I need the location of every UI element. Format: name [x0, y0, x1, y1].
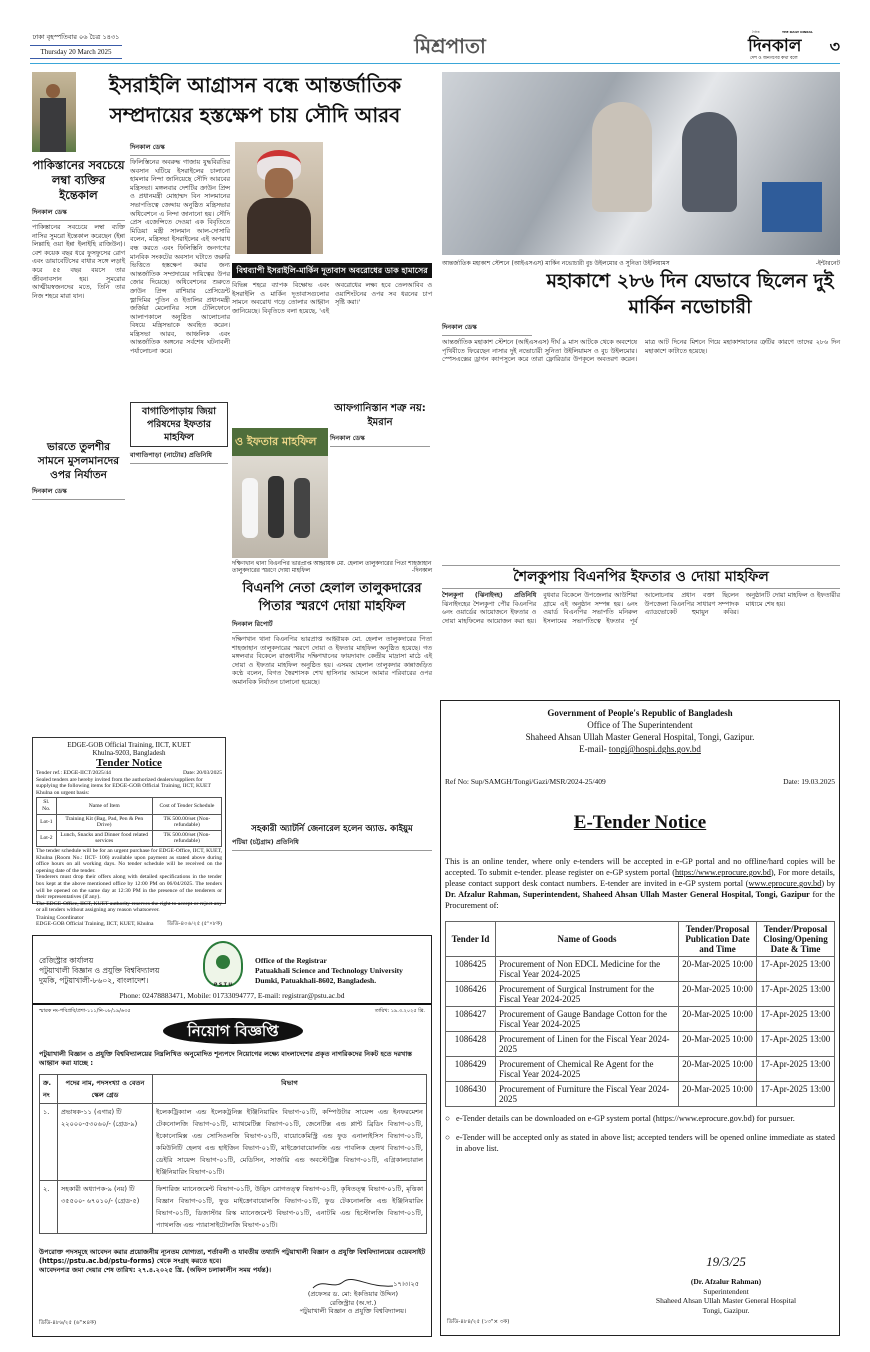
table-row	[446, 1057, 835, 1082]
astronauts-photo	[442, 72, 840, 255]
cell: Training Kit (Bag, Pad, Pen & Pen Drive)	[56, 814, 152, 830]
gov-ref: Ref No: Sup/SAMGH/Tongi/Gazi/MSR/2024-25/409	[445, 777, 606, 786]
lead-headline: ইসরাইলি আগ্রাসন বন্ধে আন্তর্জাতিক সম্প্রদায়ের হস্তক্ষেপ চায় সৌদি আরব	[108, 73, 402, 127]
cell: 20-Mar-2025 10:00	[679, 1032, 757, 1057]
pakistan-article	[32, 158, 125, 440]
helal-headline: বিএনপি নেতা হেলাল তালুকদারের পিতার স্মরণে দোয়া মাহফিল	[242, 581, 422, 614]
gov-line3: Shaheed Ahsan Ullah Master General Hospital, Tongi, Gazipur.	[525, 732, 755, 742]
kuet-date: Date: 20/03/2025	[183, 770, 222, 776]
cell: Lunch, Snacks and Dinner food related services	[56, 830, 152, 846]
col-item: Name of Item	[56, 798, 152, 814]
pstu-office-en: Office of the Registrar	[255, 956, 327, 965]
bullet-icon: ○	[445, 1133, 451, 1142]
cell: 17-Apr-2025 13:00	[757, 1057, 835, 1082]
col-tender-id: Tender Id	[446, 922, 496, 957]
col-publication: Tender/Proposal Publication Date and Time	[679, 922, 757, 957]
kuet-address: Khulna-9203, Bangladesh	[92, 749, 166, 757]
cell: 20-Mar-2025 10:00	[679, 957, 757, 982]
gov-intro	[445, 856, 835, 911]
gov-sig-title: Superintendent	[703, 1286, 749, 1296]
gov-signature-block	[641, 1254, 811, 1315]
helal-body: দক্ষিণখান থানা বিএনপির ভারপ্রাপ্ত আহ্বায়ক মো. হেলাল তালুকদারের পিতা শাহজাহান তালুকদারের স্মরণে দোয়া ও ইফতার মাহফিল অনুষ্ঠিত হয়েছে। গত মঙ্গলবার বিকেলে রাজধানীর দক্ষিণখানের ফায়দাবাদ কেন্দ্রীয় মাদ্রাসা মাঠে এই দোয়া ও ইফতার মাহফিল অনুষ্ঠিত হয়। এসময় হেলাল তালুকদার কান্নাজড়িত কণ্ঠে বলেন, বিগত স্বৈরশাসক শেখ হাসিনার আমলে আমার পরিবারের ওপর অমানবিক নির্যাতন চালানো হয়েছে।	[232, 636, 432, 686]
cell: 20-Mar-2025 10:00	[679, 982, 757, 1007]
helal-article	[232, 580, 432, 822]
logo-tagline: দেশ ও জনগণের কথা বলে	[750, 56, 798, 61]
afghanistan-headline: আফগানিস্তান শত্রু নয়: ইমরান	[334, 403, 426, 428]
cell: 1086425	[446, 957, 496, 982]
gov-note: e-Tender will be accepted only as stated in above list; accepted tenders will be opened online immediate as stated in above list.	[456, 1133, 835, 1153]
cell: ইলেকট্রিক্যাল এন্ড ইলেকট্রনিক্স ইঞ্জিনিয়ারিং বিভাগ-০১টি, কম্পিউটার সায়েন্স এন্ড ইনফরমেশন টেকনোলজি বিভাগ-০১টি, ম্যাথমেটিক্স বিভাগ-০১টি, জেনেটিক্স এন্ড প্লান্ট ব্রিডিং বিভাগ-০১টি, ইকোনোমিক্স এন্ড সোসিওলজি বিভাগ-০১টি, বায়োকেমিস্ট্রি এন্ড ফুড এনালাইসিস বিভাগ-০১টি, কমিউনিটি হেলথ এন্ড হাইজিন বিভাগ-০১টি, মাইক্রোবায়োলজি এন্ড পাবলিক হেলথ বিভাগ-০১টি, ডেইরি সায়েন্স বিভাগ-০১টি, মেডিসিন, সার্জারি এন্ড অবস্টেট্রিক্স বিভাগ-০১টি, এগ্রিকালচারাল ইঞ্জিনিয়ারিং বিভাগ-০১টি।	[153, 1104, 427, 1181]
gov-note: e-Tender details can be downloaded on e-GP system portal (https://www.eprocure.gov.bd) for pursuer.	[456, 1114, 795, 1123]
pstu-footer-info: উপরোক্ত পদসমূহে আবেদন করার প্রয়োজনীয় ন্যূনতম যোগ্যতা, শর্তাবলী ও যাবতীয় তথ্যাদি পটুয়াখালী বিজ্ঞান ও প্রযুক্তি বিশ্ববিদ্যালয়ের ওয়েবসাইট (https://pstu.ac.bd/pstu-forms) থেকে সংগ্রহ করতে হবে।	[39, 1248, 426, 1265]
qayum-headline: সহকারী অ্যাটর্নি জেনারেল হলেন অ্যাড. কাইয়ুম	[251, 824, 413, 834]
kuet-title: Tender Notice	[96, 757, 162, 769]
cell: 17-Apr-2025 13:00	[757, 1032, 835, 1057]
afghanistan-article	[330, 402, 430, 450]
gov-sig-org: Shaheed Ahsan Ullah Master General Hospital	[655, 1296, 797, 1305]
qayum-byline: পটিয়া (চট্টগ্রাম) প্রতিনিধি	[232, 837, 432, 851]
gov-line1: Government of People's Republic of Bangladesh	[547, 708, 733, 718]
space-caption: আন্তর্জাতিক মহাকাশ স্টেশনে (আইএসএস) মার্কিন নভোচারী বুচ উইলমোর ও সুনিতা উইলিয়ামস	[442, 260, 670, 267]
table-row	[446, 1082, 835, 1107]
cell: 1086427	[446, 1007, 496, 1032]
cell: Procurement of Gauge Bandage Cotton for the Fiscal Year 2024-2025	[496, 1007, 679, 1032]
cell: 1086426	[446, 982, 496, 1007]
date-en: Thursday 20 March 2025	[30, 46, 122, 59]
eprocure-link[interactable]: https://www.eprocure.gov.bd	[674, 868, 771, 877]
hamas-body: বিভিন্ন শহরে ব্যাপক বিক্ষোভ এবং ইসরাইলি ও মার্কিন দূতাবাসগুলোর সামনে অবরোধ গড়ে তোলার আহ্বান জানিয়েছে। বিবৃতিতে বলা হয়েছে, 'এই অবরোধের লক্ষ্য হবে তেলআবিব ও ওয়াশিংটনের ওপর সব ধরনের চাপ সৃষ্টি করা।'	[232, 282, 432, 315]
pakistan-headline: পাকিস্তানের সবচেয়ে লম্বা ব্যক্তির ইন্তেকাল	[32, 158, 125, 202]
kuet-intro: Sealed tenders are hereby invited from the authorized dealers/suppliers for supplying the following items for EDGE-GOB Official Training, IICT, KUET Khulna on urgent basis:	[36, 776, 211, 796]
bagatipara-headline: বাগাতিপাড়ায় জিয়া পরিষদের ইফতার মাহফিল	[130, 402, 228, 447]
col-closing: Tender/Proposal Closing/Opening Date & Time	[757, 922, 835, 957]
table-row	[37, 814, 222, 830]
logo-en: THE DAILY DINKAL	[782, 30, 813, 34]
col-department: বিভাগ	[153, 1075, 427, 1104]
hamas-headline: বিশ্বব্যাপী ইসরাইলি-মার্কিন দূতাবাস অবরোধের ডাক হামাসের	[236, 266, 428, 275]
shailkupa-body	[442, 592, 840, 688]
pstu-memo: স্মারক নং-পবিপ্রবি/প্রশা-১১১/নি-০৮/১৯/৬৩৫	[39, 1008, 131, 1014]
pstu-title: নিয়োগ বিজ্ঞপ্তি	[163, 1018, 303, 1044]
gov-email-label: E-mail-	[579, 744, 609, 754]
cell: সহকারী অধ্যাপক-৯ (নয়) টি ৩৫৫০০- ৬৭০১০/- (গ্রেড-৫)	[58, 1181, 153, 1234]
text: ), For more details, please contact support desk contact numbers. E-tender are invited in e-GP system portal (	[445, 868, 835, 888]
page-number: ৩	[829, 37, 840, 56]
helal-byline: দিনকাল রিপোর্ট	[232, 619, 432, 633]
pakistan-byline: দিনকাল ডেস্ক	[32, 207, 125, 221]
text: Dr. Afzalur Rahman, Superintendent, Shaheed Ahsan Ullah Master General Hospital, Tongi, Gazipur	[445, 890, 810, 899]
bagatipara-article	[130, 402, 228, 722]
pstu-intro: পটুয়াখালী বিজ্ঞান ও প্রযুক্তি বিশ্ববিদ্যালয়ের নিম্নলিখিত অনুমোদিত শূন্যপদে নিয়োগের লক্ষ্যে বাংলাদেশের প্রকৃত নাগরিকদের নিকট হতে দরখাস্ত আহ্বান করা যাচ্ছে :	[39, 1050, 412, 1067]
col-cost: Cost of Tender Schedule	[152, 798, 221, 814]
india-headline: ভারতে তুলশীর সামনে মুসলমানদের ওপর নির্যাতন	[37, 441, 120, 481]
masthead	[30, 30, 840, 64]
gov-date: Date: 19.03.2025	[783, 777, 835, 786]
tender-table	[445, 921, 835, 1107]
pstu-sig-title: রেজিস্ট্রার (অ.দা.)	[329, 1298, 377, 1307]
table-row	[446, 1032, 835, 1057]
cell: 20-Mar-2025 10:00	[679, 1082, 757, 1107]
kuet-note: The EDGE-Office, IICT, KUET authority reserves the right to accept or reject any or all tenders without assigning any reason whatsoever.	[36, 900, 222, 914]
gov-sig-place: Tongi, Gazipur.	[702, 1305, 750, 1315]
pstu-date: তারিখ: ১৯.৩.২০২৫ খ্রি.	[374, 1008, 425, 1014]
cell: TK 500.00/set (Non-refundable)	[152, 814, 221, 830]
cell: ১.	[40, 1104, 58, 1181]
signature	[283, 1278, 423, 1290]
logo-small: দৈনিক	[752, 30, 760, 34]
afghanistan-byline: দিনকাল ডেস্ক	[330, 433, 430, 447]
india-byline: দিনকাল ডেস্ক	[32, 486, 125, 500]
shailkupa-headline: শৈলকুপায় বিএনপির ইফতার ও দোয়া মাহফিল	[442, 565, 840, 589]
iftar-photo-caption	[232, 561, 432, 575]
cell: Procurement of Furniture the Fiscal Year 2024- 2025	[496, 1082, 679, 1107]
cell: Lot-2	[37, 830, 57, 846]
logo	[748, 30, 840, 62]
text: for the Procurement of:	[445, 890, 835, 910]
kuet-signatory-office: EDGE-GOB Official Training, IICT, KUET, Khulna	[36, 921, 154, 928]
cell: 1086429	[446, 1057, 496, 1082]
col-goods: Name of Goods	[496, 922, 679, 957]
pakistan-photo	[32, 72, 76, 152]
lead-body-continued	[330, 142, 430, 260]
date-bn: ঢাকা বৃহস্পতিবার ০৬ চৈত্র ১৪৩১	[30, 32, 122, 46]
kuet-tender-notice	[32, 737, 226, 928]
iftar-banner-text: ও ইফতার মাহফিল	[235, 435, 317, 448]
bullet-icon: ○	[445, 1114, 451, 1123]
pstu-positions-table	[39, 1074, 427, 1234]
kuet-signatory: Training Coordinator	[36, 914, 84, 921]
date-block	[30, 32, 122, 59]
cell: ফিশারিজ ম্যানেজমেন্ট বিভাগ-০১টি, উদ্ভিদ রোগতত্ত্ব বিভাগ-০১টি, কৃষিতত্ত্ব বিভাগ-০১টি, মৃত্তিকা বিজ্ঞান বিভাগ-০১টি, ফুড মাইক্রোবায়োলজি বিভাগ-০১টি, ফুড টেকনোলজি এন্ড ইঞ্জিনিয়ারিং বিভাগ-০১টি, ডিজাস্টার রিস্ক ম্যানেজমেন্ট বিভাগ-০১টি, এনাটমি এন্ড হিস্টোলজি বিভাগ-০১টি, প্যাথলজি এন্ড প্যারাসাইটোলজি বিভাগ-০১টি।	[153, 1181, 427, 1234]
pstu-en-address	[255, 956, 403, 986]
pstu-addr-en: Dumki, Patuakhali-8602, Bangladesh.	[255, 976, 377, 985]
iftar-credit: -দিনকাল	[411, 568, 432, 574]
space-byline: দিনকাল ডেস্ক	[442, 322, 532, 336]
col-position: পদের নাম, পদসংখ্যা ও বেতন স্কেল গ্রেড	[58, 1075, 153, 1104]
cell: প্রভাষক-১১ (এগার) টি ২২০০০-৫৩০৬০/- (গ্রেড-৯)	[58, 1104, 153, 1181]
table-row	[446, 982, 835, 1007]
pstu-uni-bn: পটুয়াখালী বিজ্ঞান ও প্রযুক্তি বিশ্ববিদ্যালয়	[39, 966, 160, 975]
gov-notes	[445, 1113, 835, 1154]
qayum-article	[232, 823, 432, 903]
logo-name: দিনকাল	[748, 36, 802, 56]
shailkupa-text: ঝিনাইদহের শৈলকুপা পৌর বিএনপির ৬নং ওয়ার্ডের আয়োজনে ইফতার ও দোয়া মাহফিলের আয়োজন করা হয়। বুধবার বিকেলে উপজেলার আউশিয়া গ্রামে এই অনুষ্ঠান সম্পন্ন হয়। ৬নং ওয়ার্ড বিএনপির সভাপতি মনিরুল ইসলামের সভাপতিত্বে ইফতার পূর্ব আলোচনায় প্রধান বক্তা ছিলেন উপজেলা বিএনপির সাধারণ সম্পাদক এ্যাডভোকেট হুমায়ুন কবির। অনুষ্ঠানটি দোয়া মাহফিল ও ইফতারীর মাধ্যমে শেষ হয়।	[442, 592, 840, 625]
kuet-ref: Tender ref.: EDGE-IICT/2025/44	[36, 770, 111, 776]
gov-sig-name: (Dr. Afzalur Rahman)	[690, 1277, 762, 1286]
pstu-sig-name: (প্রফেসর ড. মো: ইকতিয়ার উদ্দিন)	[307, 1290, 399, 1298]
cell: Procurement of Linen for the Fiscal Year 2024-2025	[496, 1032, 679, 1057]
cell: Procurement of Surgical Instrument for the Fiscal Year 2024-2025	[496, 982, 679, 1007]
hamas-headline-bar	[232, 263, 432, 278]
lead-article	[130, 142, 230, 356]
cell: 20-Mar-2025 10:00	[679, 1007, 757, 1032]
table-row	[40, 1181, 427, 1234]
gov-title: E-Tender Notice	[573, 812, 707, 833]
lead-byline: দিনকাল ডেস্ক	[130, 142, 230, 156]
space-headline: মহাকাশে ২৮৬ দিন যেভাবে ছিলেন দুই মার্কিন নভোচারী	[546, 270, 834, 318]
kuet-items-table	[36, 797, 222, 847]
saudi-crown-prince-photo	[235, 142, 323, 254]
cell: 1086430	[446, 1082, 496, 1107]
cell: 1086428	[446, 1032, 496, 1057]
pstu-sig-org: পটুয়াখালী বিজ্ঞান ও প্রযুক্তি বিশ্ববিদ্যালয়।	[299, 1307, 407, 1315]
pstu-footer	[39, 1248, 427, 1275]
e-tender-notice	[440, 700, 840, 1336]
col-sl: Sl. No.	[37, 798, 57, 814]
kuet-code: ডিডি-৪০৬/২৫ (৫"×৮ক)	[167, 921, 222, 928]
cell: 17-Apr-2025 13:00	[757, 1007, 835, 1032]
india-article	[32, 440, 125, 730]
cell: 17-Apr-2025 13:00	[757, 957, 835, 982]
col-serial: ক্র. নং	[40, 1075, 58, 1104]
bagatipara-byline: বাগাতিপাড়া (নাটোর) প্রতিনিধি	[130, 450, 228, 464]
cell: TK 500.00/set (Non-refundable)	[152, 830, 221, 846]
pstu-bn-address	[39, 956, 159, 986]
pstu-sig-date: ১৭।৩।২৫	[393, 1280, 419, 1288]
pstu-office-bn: রেজিস্ট্রার কার্যালয়	[39, 956, 94, 965]
pstu-uni-en: Patuakhali Science and Technology University	[255, 966, 403, 975]
gov-code: ডিডি-৪৮৪/২৫ (১৩"× ৩ক)	[447, 1319, 510, 1325]
section-title: মিশ্রপাতা	[414, 34, 486, 58]
eprocure-link[interactable]: www.eprocure.gov.bd	[748, 879, 822, 888]
kuet-note: The tender schedule will be for an urgent purchase for EDGE-Office, IICT, KUET, Khulna (Room No.: IICT- 106) available upon payment as stated above during office hours on all working days. No tender schedule will be received on the opening date of the tender.	[36, 847, 222, 874]
shailkupa-article	[442, 592, 840, 692]
space-article	[442, 322, 840, 560]
pstu-contact: Phone: 02478883471, Mobile: 01733094777, E-mail: registrar@pstu.ac.bd	[33, 991, 431, 1005]
pakistan-body: পাকিস্তানের সবচেয়ে লম্বা ব্যক্তি নাসির সুমরো ইন্তেকাল করেছেন (ইন্না লিল্লাহি ওয়া ইন্না ইলাইহি রাজিউন)। বেশ কয়েক বছর ধরে ফুসফুসের রোগ এবং ডায়াবেটিসের বাধার সঙ্গে লড়াই করে ৫৫ বছর বয়সে তার জীবনাবসান হয়। সুমরোর আত্মীয়স্বজনদের মতে, তিনি তার নিজ শহরে মারা যান।	[32, 224, 125, 300]
cell: Procurement of Non EDCL Medicine for the Fiscal Year 2024-2025	[496, 957, 679, 982]
shailkupa-byline: শৈলকুপা (ঝিনাইদহ) প্রতিনিধি	[442, 592, 537, 599]
pstu-code: ডিডি-৪৮৬/২৫ (৬"×৪ক)	[39, 1320, 97, 1326]
gov-sig-date: 19/3/25	[706, 1254, 746, 1269]
cell: 20-Mar-2025 10:00	[679, 1057, 757, 1082]
table-row	[37, 830, 222, 846]
iftar-caption: দক্ষিণখান থানা বিএনপির ভারপ্রাপ্ত আহ্বায়ক মো. হেলাল তালুকদারের পিতা শাহজাহান তালুকদারের স্মরণে দোয়া মাহফিল	[232, 561, 432, 574]
space-body: আন্তর্জাতিক মহাকাশ স্টেশনে (আইএসএস) দীর্ঘ ৯ মাস আটকে থেকে অবশেষে পৃথিবীতে ফিরেছেন নাসার দুই নভোচারী সুনিতা উইলিয়ামস ও বুচ উইলমোর। স্পেসএক্সের ড্রাগন ক্যাপসুলে করে তারা ফ্লোরিডার উপকূলে অবতরণ করেন। মাত্র আট দিনের মিশনে গিয়ে মহাকাশযানের ত্রুটির কারণে তাদের ২৮৬ দিন মহাকাশে কাটাতে হয়েছে।	[442, 339, 840, 364]
pstu-addr-bn: দুমকি, পটুয়াখালী-৮৬০২, বাংলাদেশ।	[39, 976, 149, 985]
gov-line2: Office of The Superintendent	[587, 720, 693, 730]
pstu-notice	[32, 935, 432, 1337]
text: ) by	[821, 879, 835, 888]
cell: 17-Apr-2025 13:00	[757, 982, 835, 1007]
iftar-photo	[232, 428, 328, 558]
pstu-logo-text: P S T U	[214, 983, 232, 988]
table-row	[446, 1007, 835, 1032]
cell: Lot-1	[37, 814, 57, 830]
space-credit: -ইন্টারনেট	[815, 260, 840, 267]
lead-body: ফিলিস্তিনের অবরুদ্ধ গাজায় যুদ্ধবিরতির অবসান ঘটিয়ে ইসরাইলের চালানো হামলার নিন্দা জানিয়েছে সৌদি আরবের মন্ত্রিসভা। মঙ্গলবার দেশটির ক্রাউন প্রিন্স ও প্রধানমন্ত্রী মোহাম্মদ বিন সালমানের সভাপতিত্বে জেদ্দায় অনুষ্ঠিত মন্ত্রিসভার অধিবেশনে এ নিন্দা জানানো হয়। সৌদি প্রেস এজেন্সিতে দেওয়া এক বিবৃতিতে মিডিয়া মন্ত্রী সালমান আল-দোসারি বলেন, মন্ত্রিসভা ইসরাইলের এই অপরাধ বন্ধ করতে এবং ফিলিস্তিনি জনগণের মানবিক সংকটের অবসান ঘটাতে জরুরি ভিত্তিতে হস্তক্ষেপ করার জন্য আন্তর্জাতিক সম্প্রদায়ের দায়িত্বের উপর জোর দিয়েছে। অধিবেশনের শুরুতে ক্রাউন প্রিন্স রাশিয়ার প্রেসিডেন্ট ভ্লাদিমির পুতিন ও ইতালির প্রধানমন্ত্রী জর্জিয়া মেলোনির সঙ্গে টেলিফোনে আলাপকালে অনুষ্ঠিত আলোচনার বিষয়ে মন্ত্রিসভাকে অবহিত করেন। মন্ত্রিসভা আরব, আঞ্চলিক এবং আন্তর্জাতিক অঙ্গনের সর্বশেষ ঘটনাবলী পর্যালোচনা করে।	[130, 159, 230, 356]
text: This is an online tender, where only e-tenders will be accepted in e-GP portal and no offline/hard copies will be accepted. To submit e-tender. please register on e-GP system portal (	[445, 857, 835, 877]
pstu-signature-block	[283, 1278, 423, 1316]
pstu-logo	[203, 941, 243, 987]
signature	[641, 1254, 811, 1277]
cell: Procurement of Chemical Re Agent for the Fiscal Year 2024-2025	[496, 1057, 679, 1082]
table-row	[40, 1104, 427, 1181]
kuet-note: Tenderers must drop their offers along with detailed specifications in the tender box kept at the above mentioned office by 12:00 PM on 06/04/2025. The tenders will be opened on the same day at 12:30 PM in the presence of the tenderers or their representatives (if any).	[36, 874, 222, 901]
gov-email-link[interactable]: tongi@hospi.dghs.gov.bd	[608, 744, 701, 754]
kuet-org: EDGE-GOB Official Training, IICT, KUET	[67, 741, 191, 749]
pstu-deadline: আবেদনপত্র জমা দেয়ার শেষ তারিখ: ২৭.৪.২০২৫ খ্রি. (অফিস চলাকালীন সময় পর্যন্ত)।	[39, 1266, 272, 1274]
table-row	[446, 957, 835, 982]
cell: 17-Apr-2025 13:00	[757, 1082, 835, 1107]
cell: ২.	[40, 1181, 58, 1234]
